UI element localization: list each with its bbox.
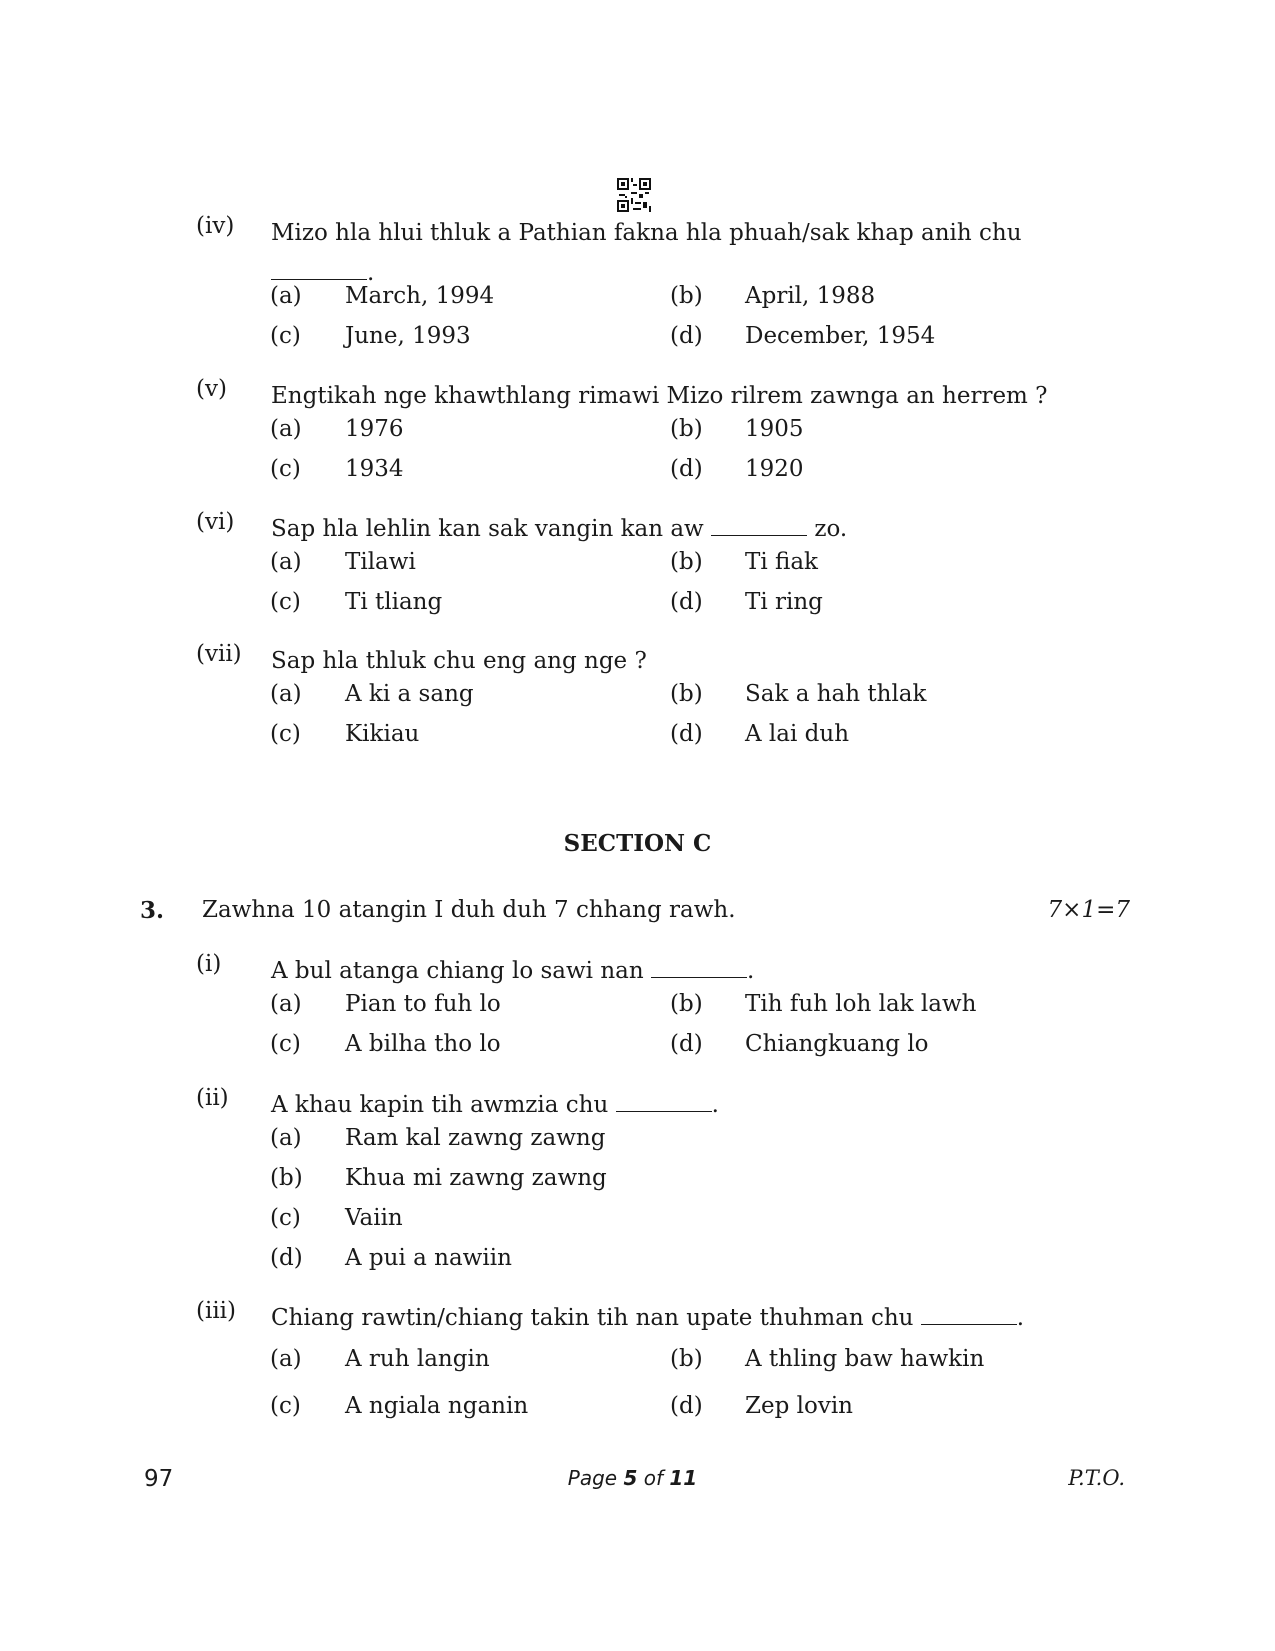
question-number: (iii) <box>196 1298 237 1324</box>
option-row: (c) A ngiala nganin (d) Zep lovin <box>270 1393 853 1419</box>
option-row: (a) 1976 (b) 1905 <box>270 416 804 442</box>
qr-code-icon <box>617 178 651 212</box>
question-text: A bul atanga chiang lo sawi nan . <box>271 958 755 984</box>
answer-blank <box>271 278 367 280</box>
question-text: Chiang rawtin/chiang takin tih nan upate thuhman chu . <box>271 1305 1025 1331</box>
option-row: (a) Pian to fuh lo (b) Tih fuh loh lak lawh <box>270 991 977 1017</box>
option-row: (a) Ram kal zawng zawng <box>270 1125 606 1151</box>
section-heading: SECTION C <box>563 830 712 857</box>
option-row: (c) June, 1993 (d) December, 1954 <box>270 323 936 349</box>
option-row: (d) A pui a nawiin <box>270 1245 512 1271</box>
question-text: A khau kapin tih awmzia chu . <box>271 1092 719 1118</box>
question-number: 3. <box>140 897 165 924</box>
option-row: (c) Kikiau (d) A lai duh <box>270 721 850 747</box>
option-row: (a) A ruh langin (b) A thling baw hawkin <box>270 1346 985 1372</box>
page-number: Page 5 of 11 <box>567 1466 698 1490</box>
option-row: (c) Ti tliang (d) Ti ring <box>270 589 823 615</box>
option-row: (a) March, 1994 (b) April, 1988 <box>270 283 876 309</box>
option-row: (c) Vaiin <box>270 1205 403 1231</box>
answer-blank <box>616 1110 712 1112</box>
question-text: Engtikah nge khawthlang rimawi Mizo rilrem zawnga an herrem ? <box>271 383 1048 409</box>
question-number: (i) <box>196 951 222 977</box>
question-number: (ii) <box>196 1085 229 1111</box>
page-footer <box>140 1466 1125 1496</box>
pto-label: P.T.O. <box>1068 1466 1125 1490</box>
question-text: Sap hla lehlin kan sak vangin kan aw zo. <box>271 516 848 542</box>
option-row: (b) Khua mi zawng zawng <box>270 1165 607 1191</box>
question-number: (iv) <box>196 213 235 239</box>
question-text: Mizo hla hlui thluk a Pathian fakna hla phuah/sak khap anih chu . <box>271 220 1022 286</box>
question-text: Zawhna 10 atangin I duh duh 7 chhang rawh. <box>202 897 736 923</box>
answer-blank <box>711 534 807 536</box>
option-row: (c) A bilha tho lo (d) Chiangkuang lo <box>270 1031 929 1057</box>
question-number: (vii) <box>196 641 242 667</box>
option-row: (a) Tilawi (b) Ti fiak <box>270 549 818 575</box>
question-number: (v) <box>196 376 227 402</box>
question-number: (vi) <box>196 509 235 535</box>
option-row: (a) A ki a sang (b) Sak a hah thlak <box>270 681 927 707</box>
option-row: (c) 1934 (d) 1920 <box>270 456 804 482</box>
question-text: Sap hla thluk chu eng ang nge ? <box>271 648 647 674</box>
answer-blank <box>921 1323 1017 1325</box>
paper-code: 97 <box>144 1466 174 1492</box>
answer-blank <box>651 976 747 978</box>
marks: 7×1=7 <box>1047 897 1130 923</box>
